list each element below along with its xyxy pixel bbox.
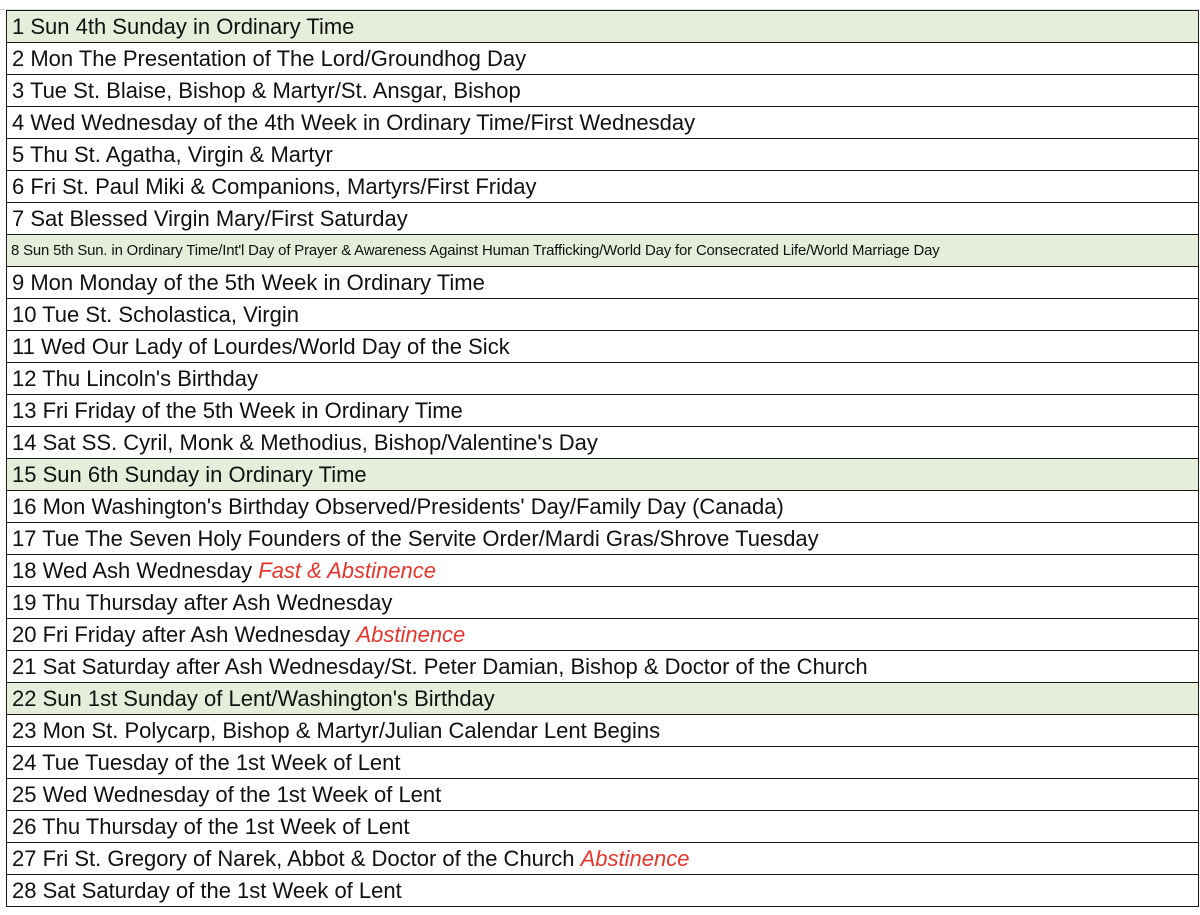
day-entry-text: 14 Sat SS. Cyril, Monk & Methodius, Bishop/Valentine's Day	[12, 430, 598, 455]
calendar-row[interactable]	[7, 107, 1198, 139]
day-entry-text: 7 Sat Blessed Virgin Mary/First Saturday	[12, 206, 408, 231]
calendar-row[interactable]	[7, 171, 1198, 203]
calendar-row[interactable]	[7, 747, 1198, 779]
day-entry-text: 12 Thu Lincoln's Birthday	[12, 366, 258, 391]
day-entry-text: 23 Mon St. Polycarp, Bishop & Martyr/Julian Calendar Lent Begins	[12, 718, 661, 743]
calendar-row[interactable]	[7, 43, 1198, 75]
calendar-row[interactable]	[7, 235, 1198, 267]
day-entry-text: 8 Sun 5th Sun. in Ordinary Time/Int'l Day of Prayer & Awareness Against Human Trafficking/World Day for Consecrated Life/World Marriage Day	[11, 243, 940, 259]
calendar-row[interactable]	[7, 715, 1198, 747]
calendar-row[interactable]	[7, 11, 1198, 43]
calendar-row[interactable]	[7, 267, 1198, 299]
day-entry-text: 9 Mon Monday of the 5th Week in Ordinary Time	[12, 270, 485, 295]
calendar-row[interactable]	[7, 75, 1198, 107]
day-entry-text: 25 Wed Wednesday of the 1st Week of Lent	[12, 782, 442, 807]
day-entry-text: 19 Thu Thursday after Ash Wednesday	[12, 590, 393, 615]
calendar-row[interactable]	[7, 491, 1198, 523]
calendar-row[interactable]	[7, 683, 1198, 715]
day-entry-text: 22 Sun 1st Sunday of Lent/Washington's Birthday	[12, 686, 495, 711]
calendar-row[interactable]	[7, 139, 1198, 171]
calendar-sheet	[6, 10, 1199, 907]
calendar-row[interactable]	[7, 811, 1198, 843]
day-entry-text: 15 Sun 6th Sunday in Ordinary Time	[12, 462, 367, 487]
day-entry-text: 21 Sat Saturday after Ash Wednesday/St. Peter Damian, Bishop & Doctor of the Church	[12, 654, 868, 679]
calendar-row[interactable]	[7, 363, 1198, 395]
day-entry-text: 13 Fri Friday of the 5th Week in Ordinary Time	[12, 398, 463, 423]
calendar-row[interactable]	[7, 651, 1198, 683]
day-entry-text: 27 Fri St. Gregory of Narek, Abbot & Doctor of the Church	[12, 846, 575, 871]
day-entry-text: 17 Tue The Seven Holy Founders of the Servite Order/Mardi Gras/Shrove Tuesday	[12, 526, 819, 551]
calendar-row[interactable]	[7, 331, 1198, 363]
calendar-row[interactable]	[7, 875, 1198, 907]
day-entry-text: 3 Tue St. Blaise, Bishop & Martyr/St. Ansgar, Bishop	[12, 78, 521, 103]
day-entry-text: 20 Fri Friday after Ash Wednesday	[12, 622, 351, 647]
calendar-row[interactable]	[7, 459, 1198, 491]
observance-note: Abstinence	[356, 622, 466, 647]
day-entry-text: 26 Thu Thursday of the 1st Week of Lent	[12, 814, 410, 839]
calendar-row[interactable]	[7, 619, 1198, 651]
calendar-row[interactable]	[7, 555, 1198, 587]
day-entry-text: 1 Sun 4th Sunday in Ordinary Time	[12, 14, 355, 39]
day-entry-text: 2 Mon The Presentation of The Lord/Groundhog Day	[12, 46, 527, 71]
calendar-row[interactable]	[7, 203, 1198, 235]
top-border-strip	[0, 0, 1200, 10]
calendar-row[interactable]	[7, 843, 1198, 875]
day-entry-text: 18 Wed Ash Wednesday	[12, 558, 253, 583]
observance-note: Abstinence	[580, 846, 690, 871]
observance-note: Fast & Abstinence	[258, 558, 436, 583]
day-entry-text: 6 Fri St. Paul Miki & Companions, Martyrs/First Friday	[12, 174, 537, 199]
calendar-row[interactable]	[7, 427, 1198, 459]
calendar-row[interactable]	[7, 587, 1198, 619]
day-entry-text: 11 Wed Our Lady of Lourdes/World Day of the Sick	[12, 334, 510, 359]
calendar-row[interactable]	[7, 779, 1198, 811]
calendar-row[interactable]	[7, 523, 1198, 555]
day-entry-text: 16 Mon Washington's Birthday Observed/Presidents' Day/Family Day (Canada)	[12, 494, 784, 519]
day-entry-text: 4 Wed Wednesday of the 4th Week in Ordinary Time/First Wednesday	[12, 110, 696, 135]
day-entry-text: 28 Sat Saturday of the 1st Week of Lent	[12, 878, 402, 903]
day-entry-text: 24 Tue Tuesday of the 1st Week of Lent	[12, 750, 401, 775]
calendar-row[interactable]	[7, 395, 1198, 427]
day-entry-text: 5 Thu St. Agatha, Virgin & Martyr	[12, 142, 333, 167]
day-entry-text: 10 Tue St. Scholastica, Virgin	[12, 302, 299, 327]
calendar-row[interactable]	[7, 299, 1198, 331]
